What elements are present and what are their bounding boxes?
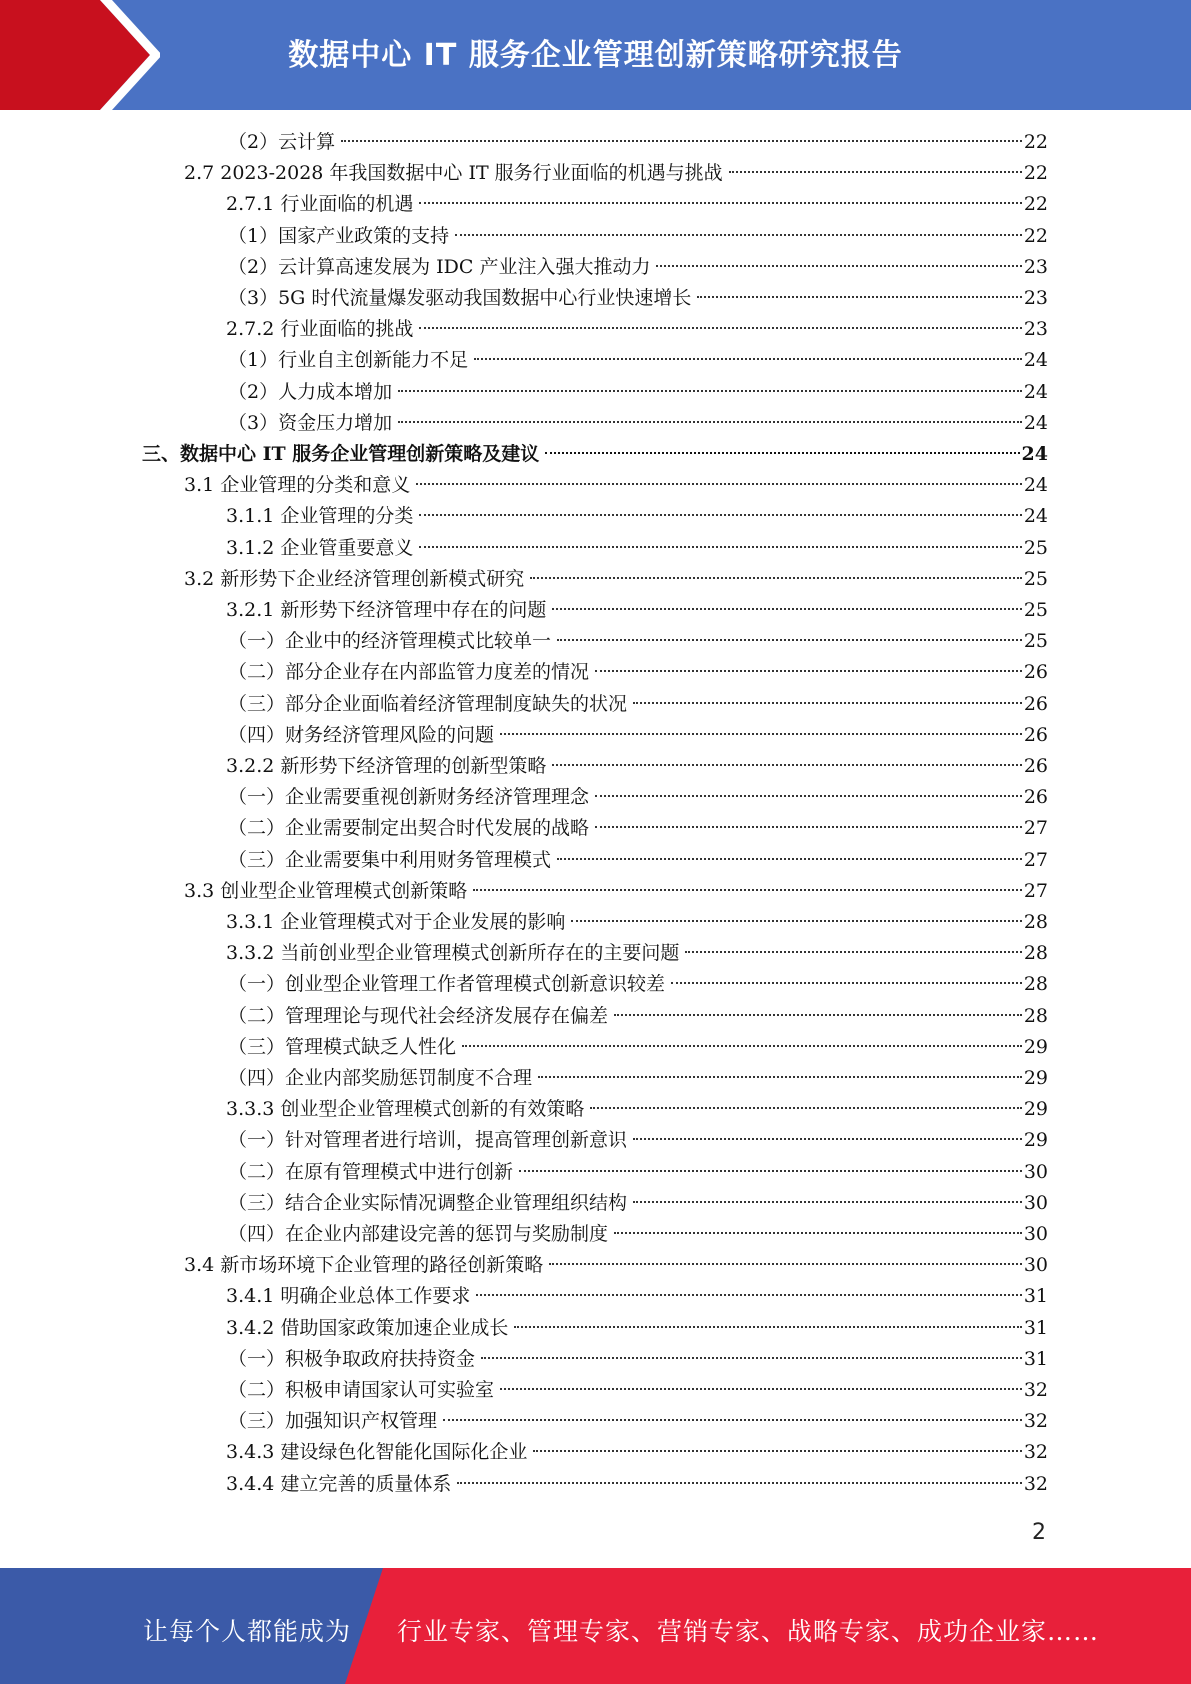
toc-entry-label: 2.7.2 行业面临的挑战 xyxy=(226,318,414,341)
toc-entry-page: 23 xyxy=(1023,318,1048,341)
toc-entry[interactable] xyxy=(184,1250,1048,1281)
toc-entry-page: 22 xyxy=(1023,131,1048,153)
toc-dot-leader xyxy=(455,234,1022,236)
toc-dot-leader xyxy=(341,140,1022,142)
toc-entry-label: 3.2 新形势下企业经济管理创新模式研究 xyxy=(184,567,525,590)
toc-entry[interactable] xyxy=(184,158,1048,189)
toc-entry-label: 2.7 2023-2028 年我国数据中心 IT 服务行业面临的机遇与挑战 xyxy=(184,162,723,185)
toc-entry-page: 24 xyxy=(1023,411,1048,434)
toc-entry[interactable] xyxy=(228,845,1048,876)
page-header xyxy=(0,0,1191,110)
toc-entry[interactable] xyxy=(228,1157,1048,1188)
toc-entry[interactable] xyxy=(228,813,1048,844)
toc-entry-label: （3）5G 时代流量爆发驱动我国数据中心行业快速增长 xyxy=(228,287,692,309)
footer-slogan-left: 让每个人都能成为 xyxy=(143,1617,352,1646)
toc-dot-leader xyxy=(656,265,1021,267)
toc-entry-label: （1）行业自主创新能力不足 xyxy=(228,349,469,372)
toc-entry-label: （四）在企业内部建设完善的惩罚与奖励制度 xyxy=(228,1223,609,1245)
toc-entry[interactable] xyxy=(228,377,1048,408)
toc-dot-leader xyxy=(476,1294,1021,1296)
toc-entry-page: 26 xyxy=(1023,755,1048,777)
toc-entry-page: 24 xyxy=(1023,349,1048,372)
toc-dot-leader xyxy=(729,171,1022,173)
toc-dot-leader xyxy=(398,390,1022,392)
toc-dot-leader xyxy=(416,483,1022,485)
toc-entry-label: 3.4.3 建设绿色化智能化国际化企业 xyxy=(226,1441,528,1464)
toc-entry-label: （2）云计算 xyxy=(228,131,336,153)
toc-entry[interactable] xyxy=(226,751,1048,782)
toc-entry-label: （1）国家产业政策的支持 xyxy=(228,224,450,247)
toc-dot-leader xyxy=(595,826,1022,828)
toc-entry-page: 30 xyxy=(1023,1191,1048,1214)
toc-entry-label: （四）财务经济管理风险的问题 xyxy=(228,723,495,746)
page-footer xyxy=(0,1568,1191,1684)
toc-entry-label: 3.3.2 当前创业型企业管理模式创新所存在的主要问题 xyxy=(226,942,680,965)
toc-dot-leader xyxy=(419,327,1021,329)
toc-entry-page: 31 xyxy=(1023,1316,1048,1339)
toc-entry-page: 25 xyxy=(1023,630,1048,653)
toc-entry-page: 23 xyxy=(1023,287,1048,309)
toc-dot-leader xyxy=(457,1482,1021,1484)
toc-entry[interactable] xyxy=(228,1032,1048,1063)
toc-entry[interactable] xyxy=(226,1437,1048,1468)
toc-entry-page: 30 xyxy=(1023,1160,1048,1183)
toc-entry[interactable] xyxy=(184,564,1048,595)
toc-entry-label: （二）部分企业存在内部监管力度差的情况 xyxy=(228,661,590,684)
toc-dot-leader xyxy=(533,1450,1021,1452)
toc-entry-page: 31 xyxy=(1023,1285,1048,1308)
toc-dot-leader xyxy=(552,608,1021,610)
toc-entry[interactable] xyxy=(226,907,1048,938)
toc-entry[interactable] xyxy=(226,938,1048,969)
toc-dot-leader xyxy=(481,1357,1022,1359)
toc-entry-page: 24 xyxy=(1023,505,1048,528)
toc-dot-leader xyxy=(549,1263,1022,1265)
toc-entry-label: （二）积极申请国家认可实验室 xyxy=(228,1379,495,1401)
toc-entry-page: 23 xyxy=(1023,255,1048,278)
toc-entry[interactable] xyxy=(226,1313,1048,1344)
toc-entry-page: 27 xyxy=(1023,879,1048,902)
toc-entry-label: 3.2.1 新形势下经济管理中存在的问题 xyxy=(226,599,547,621)
toc-dot-leader xyxy=(633,1201,1022,1203)
toc-entry[interactable] xyxy=(226,533,1048,564)
toc-entry-label: 3.4.2 借助国家政策加速企业成长 xyxy=(226,1316,509,1339)
toc-dot-leader xyxy=(552,764,1021,766)
toc-dot-leader xyxy=(519,1170,1022,1172)
toc-entry-page: 32 xyxy=(1023,1441,1048,1464)
toc-entry-page: 28 xyxy=(1023,973,1048,996)
toc-dot-leader xyxy=(545,452,1019,454)
toc-entry-page: 26 xyxy=(1023,661,1048,684)
toc-entry[interactable] xyxy=(228,782,1048,813)
toc-entry[interactable] xyxy=(226,501,1048,532)
toc-dot-leader xyxy=(500,733,1022,735)
toc-entry-label: （四）企业内部奖励惩罚制度不合理 xyxy=(228,1067,533,1089)
toc-entry-label: 3.3.3 创业型企业管理模式创新的有效策略 xyxy=(226,1098,585,1121)
toc-dot-leader xyxy=(473,889,1022,891)
toc-dot-leader xyxy=(685,951,1021,953)
toc-entry-page: 25 xyxy=(1023,599,1048,621)
toc-entry-label: （三）企业需要集中利用财务管理模式 xyxy=(228,848,552,871)
toc-entry-page: 25 xyxy=(1023,567,1048,590)
toc-entry[interactable] xyxy=(228,1188,1048,1219)
toc-entry-page: 26 xyxy=(1023,723,1048,746)
toc-entry-label: 3.4.1 明确企业总体工作要求 xyxy=(226,1285,471,1308)
toc-entry-page: 28 xyxy=(1023,1004,1048,1027)
toc-dot-leader xyxy=(530,577,1022,579)
toc-entry-page: 28 xyxy=(1023,911,1048,933)
toc-entry-page: 27 xyxy=(1023,817,1048,840)
toc-entry-page: 30 xyxy=(1023,1223,1048,1245)
toc-entry-label: （三）管理模式缺乏人性化 xyxy=(228,1035,457,1058)
toc-dot-leader xyxy=(514,1326,1021,1328)
toc-entry-label: 3.1.1 企业管理的分类 xyxy=(226,505,414,528)
toc-entry[interactable] xyxy=(228,252,1048,283)
toc-entry-page: 26 xyxy=(1023,786,1048,809)
toc-entry-label: 3.4 新市场环境下企业管理的路径创新策略 xyxy=(184,1254,544,1277)
toc-entry[interactable] xyxy=(184,876,1048,907)
toc-entry-label: （一）针对管理者进行培训，提高管理创新意识 xyxy=(228,1129,628,1152)
report-title: 数据中心 IT 服务企业管理创新策略研究报告 xyxy=(288,38,903,73)
toc-entry[interactable] xyxy=(228,1375,1048,1406)
toc-entry[interactable] xyxy=(142,439,1048,470)
toc-dot-leader xyxy=(595,795,1022,797)
toc-entry[interactable] xyxy=(226,1469,1048,1500)
toc-entry[interactable] xyxy=(228,1344,1048,1375)
toc-entry-label: （2）人力成本增加 xyxy=(228,380,393,403)
toc-entry-label: 3.1.2 企业管重要意义 xyxy=(226,536,414,559)
toc-dot-leader xyxy=(633,1138,1022,1140)
toc-entry-page: 31 xyxy=(1023,1347,1048,1370)
toc-entry-page: 30 xyxy=(1023,1254,1048,1277)
toc-entry-label: （二）企业需要制定出契合时代发展的战略 xyxy=(228,817,590,840)
toc-entry-label: （三）加强知识产权管理 xyxy=(228,1410,438,1433)
toc-entry-page: 22 xyxy=(1023,193,1048,216)
toc-entry-page: 22 xyxy=(1023,162,1048,185)
toc-entry-page: 26 xyxy=(1023,692,1048,715)
toc-dot-leader xyxy=(590,1107,1021,1109)
toc-dot-leader xyxy=(671,982,1022,984)
toc-entry-label: 3.3.1 企业管理模式对于企业发展的影响 xyxy=(226,911,566,933)
toc-dot-leader xyxy=(419,514,1021,516)
toc-entry-page: 22 xyxy=(1023,224,1048,247)
toc-entry[interactable] xyxy=(228,283,1048,314)
page-number: 2 xyxy=(1032,1520,1046,1545)
toc-dot-leader xyxy=(462,1045,1022,1047)
toc-entry[interactable] xyxy=(226,1094,1048,1125)
toc-entry[interactable] xyxy=(228,657,1048,688)
toc-entry[interactable] xyxy=(226,314,1048,345)
toc-entry-page: 24 xyxy=(1021,443,1048,465)
toc-entry-page: 32 xyxy=(1023,1379,1048,1401)
toc-dot-leader xyxy=(419,202,1021,204)
toc-entry-page: 24 xyxy=(1023,474,1048,497)
toc-entry-page: 29 xyxy=(1023,1035,1048,1058)
toc-entry[interactable] xyxy=(226,595,1048,626)
toc-entry[interactable] xyxy=(228,969,1048,1000)
toc-dot-leader xyxy=(614,1014,1022,1016)
toc-entry-label: 3.4.4 建立完善的质量体系 xyxy=(226,1472,452,1495)
toc-entry-label: （3）资金压力增加 xyxy=(228,411,393,434)
toc-entry-label: （2）云计算高速发展为 IDC 产业注入强大推动力 xyxy=(228,255,651,278)
toc-entry-page: 24 xyxy=(1023,380,1048,403)
toc-dot-leader xyxy=(633,702,1022,704)
toc-entry-label: 三、数据中心 IT 服务企业管理创新策略及建议 xyxy=(142,443,540,465)
toc-dot-leader xyxy=(595,670,1022,672)
toc-entry-label: （一）创业型企业管理工作者管理模式创新意识较差 xyxy=(228,973,666,996)
toc-entry-label: （一）积极争取政府扶持资金 xyxy=(228,1347,476,1370)
toc-dot-leader xyxy=(500,1388,1022,1390)
toc-entry[interactable] xyxy=(228,1001,1048,1032)
toc-entry-label: （二）管理理论与现代社会经济发展存在偏差 xyxy=(228,1004,609,1027)
toc-dot-leader xyxy=(571,920,1021,922)
toc-entry[interactable] xyxy=(228,720,1048,751)
toc-entry[interactable] xyxy=(228,1219,1048,1250)
toc-entry[interactable] xyxy=(226,189,1048,220)
toc-entry-page: 25 xyxy=(1023,536,1048,559)
toc-entry-label: （一）企业中的经济管理模式比较单一 xyxy=(228,630,552,653)
toc-entry[interactable] xyxy=(228,345,1048,376)
toc-entry-label: （三）部分企业面临着经济管理制度缺失的状况 xyxy=(228,692,628,715)
toc-entry-label: （一）企业需要重视创新财务经济管理理念 xyxy=(228,786,590,809)
toc-entry-label: 3.2.2 新形势下经济管理的创新型策略 xyxy=(226,755,547,777)
toc-entry-page: 27 xyxy=(1023,848,1048,871)
toc-entry-label: 3.1 企业管理的分类和意义 xyxy=(184,474,411,497)
toc-entry[interactable] xyxy=(184,470,1048,501)
toc-entry-label: 2.7.1 行业面临的机遇 xyxy=(226,193,414,216)
toc-entry-page: 29 xyxy=(1023,1067,1048,1089)
toc-dot-leader xyxy=(697,296,1021,298)
toc-entry[interactable] xyxy=(228,408,1048,439)
toc-entry[interactable] xyxy=(228,689,1048,720)
toc-entry-page: 29 xyxy=(1023,1129,1048,1152)
footer-slogan-right: 行业专家、管理专家、营销专家、战略专家、成功企业家…… xyxy=(397,1617,1100,1646)
toc-entry-label: （二）在原有管理模式中进行创新 xyxy=(228,1160,514,1183)
toc-entry[interactable] xyxy=(228,1406,1048,1437)
toc-dot-leader xyxy=(538,1076,1022,1078)
toc-dot-leader xyxy=(474,358,1022,360)
toc-entry-page: 32 xyxy=(1023,1410,1048,1433)
toc-entry[interactable] xyxy=(228,127,1048,158)
toc-entry[interactable] xyxy=(228,626,1048,657)
toc-entry-page: 29 xyxy=(1023,1098,1048,1121)
toc-entry-page: 32 xyxy=(1023,1472,1048,1495)
toc-dot-leader xyxy=(557,858,1022,860)
toc-entry[interactable] xyxy=(228,221,1048,252)
toc-dot-leader xyxy=(419,546,1021,548)
toc-entry-page: 28 xyxy=(1023,942,1048,965)
toc-entry-label: 3.3 创业型企业管理模式创新策略 xyxy=(184,879,468,902)
toc-dot-leader xyxy=(557,639,1022,641)
toc-dot-leader xyxy=(443,1419,1022,1421)
toc-dot-leader xyxy=(398,421,1022,423)
toc-dot-leader xyxy=(614,1232,1022,1234)
toc-entry-label: （三）结合企业实际情况调整企业管理组织结构 xyxy=(228,1191,628,1214)
toc-entry[interactable] xyxy=(228,1063,1048,1094)
toc-entry[interactable] xyxy=(228,1125,1048,1156)
toc-entry[interactable] xyxy=(226,1281,1048,1312)
